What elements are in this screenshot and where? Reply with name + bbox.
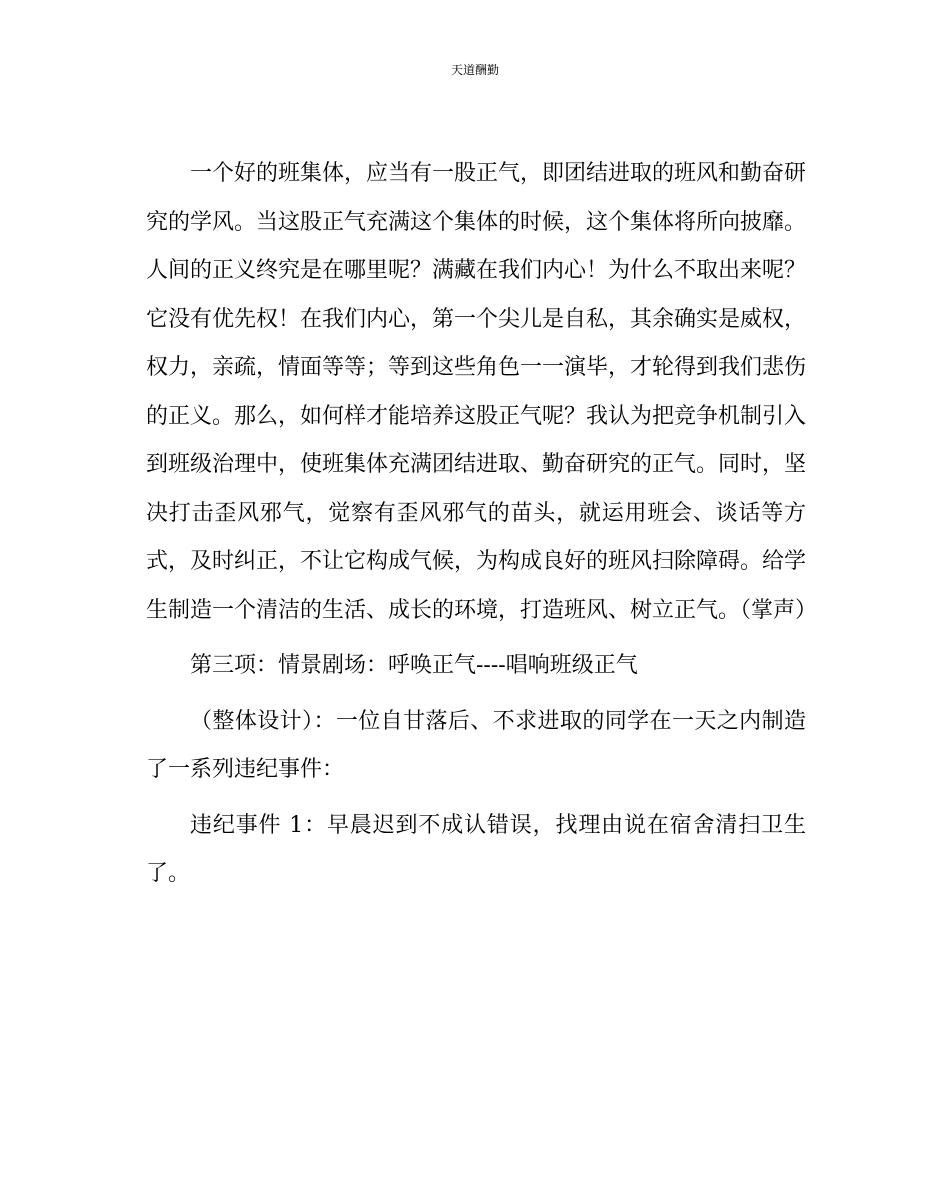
paragraph-section-heading: 第三项：情景剧场：呼唤正气----唱响班级正气 [190,653,638,678]
paragraph-violation-event-1: 违纪事件 1：早晨迟到不成认错误，找理由说在宿舍清扫卫生了。 [146,812,806,886]
paragraph-overall-design: （整体设计）：一位自甘落后、不求进取的同学在一天之内制造了一系列违纪事件： [146,708,806,782]
page-header: 天道酬勤 [450,63,499,77]
document-body [146,150,818,899]
paragraph-main-text: 一个好的班集体，应当有一股正气，即团结进取的班风和勤奋研究的学风。当这股正气充满这个集体的时候，这个集体将所向披靡。人间的正义终究是在哪里呢？满藏在我们内心！为什么不取出来呢？它没有优先权！在我们内心，第一个尖儿是自私，其余确实是威权，权力，亲疏，情面等等；等到这些角色一一演毕，才轮得到我们悲伤的正义。那么，如何样才能培养这股正气呢？我认为把竞争机制引入到班级治理中，使班集体充满团结进取、勤奋研究的正气。同时，坚决打击歪风邪气，觉察有歪风邪气的苗头，就运用班会、谈话等方式，及时纠正，不让它构成气候，为构成良好的班风扫除障碍。给学生制造一个清洁的生活、成长的环境，打造班风、树立正气。（掌声） [146,161,818,623]
